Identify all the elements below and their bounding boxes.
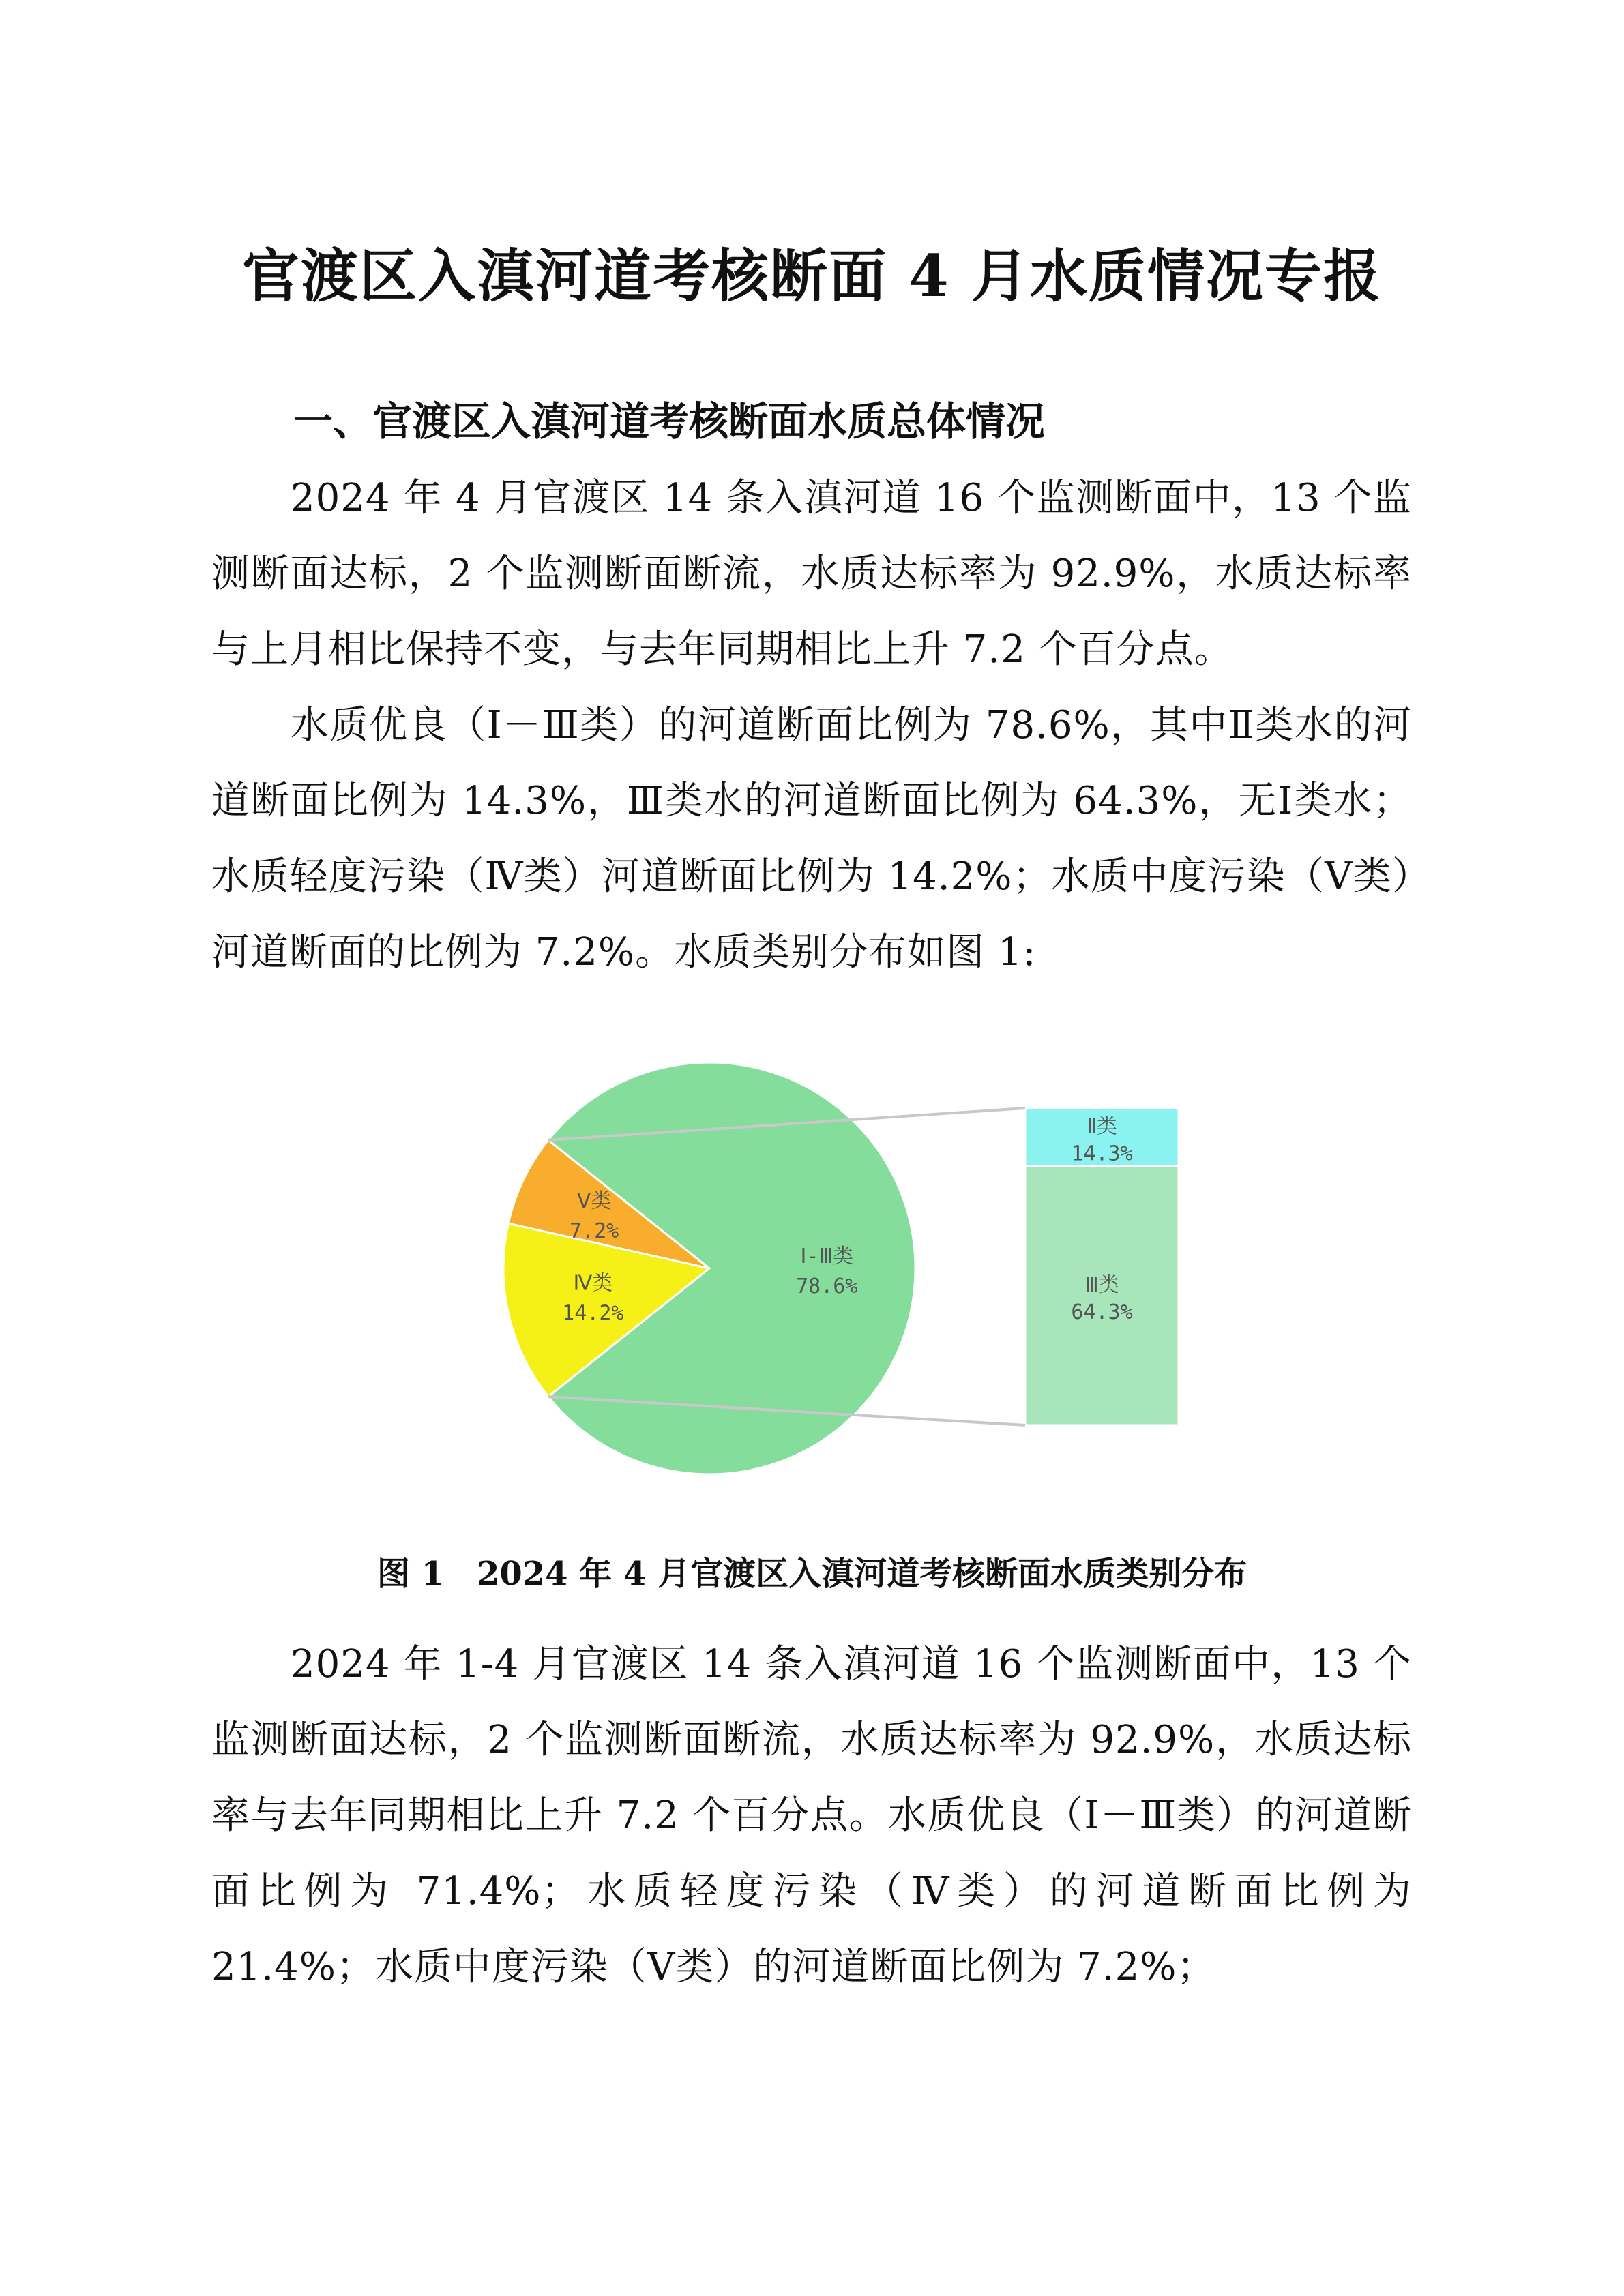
document-title: 官渡区入滇河道考核断面 4 月水质情况专报	[242, 242, 1382, 310]
bar-label-value: 14.3%	[1071, 1142, 1133, 1166]
slice-label-value: 7.2%	[569, 1219, 619, 1244]
slice-label-name: Ⅳ类	[573, 1271, 613, 1296]
bar-label-value: 64.3%	[1071, 1300, 1133, 1324]
slice-label-name: Ⅴ类	[576, 1189, 612, 1214]
pie-of-bar-chart	[0, 1023, 1624, 1514]
bar-label-name: Ⅲ类	[1084, 1272, 1119, 1297]
paragraph-class-ratios: 水质优良（Ⅰ－Ⅲ类）的河道断面比例为 78.6%，其中Ⅱ类水的河道断面比例为 14.3%，Ⅲ类水的河道断面比例为 64.3%，无Ⅰ类水；水质轻度污染（Ⅳ类）河道断面比例为 14.2%；水质中度污染（Ⅴ类）河道断面的比例为 7.2%。水质类别分布如图 1:	[211, 703, 1412, 974]
figure-caption: 图 1 2024 年 4 月官渡区入滇河道考核断面水质类别分布	[377, 1555, 1247, 1593]
slice-label-name: Ⅰ-Ⅲ类	[800, 1244, 854, 1268]
water-quality-chart	[0, 1023, 1624, 1514]
slice-label-value: 78.6%	[796, 1274, 858, 1298]
section-heading: 一、官渡区入滇河道考核断面水质总体情况	[293, 398, 1046, 445]
paragraph-overview: 2024 年 4 月官渡区 14 条入滇河道 16 个监测断面中，13 个监测断面达标，2 个监测断面断流，水质达标率为 92.9%，水质达标率与上月相比保持不变，与去年同期相比上升 7.2 个百分点。	[211, 476, 1412, 672]
bar-label-name: Ⅱ类	[1087, 1114, 1117, 1139]
paragraph-jan-apr-summary: 2024 年 1-4 月官渡区 14 条入滇河道 16 个监测断面中，13 个监测断面达标，2 个监测断面断流，水质达标率为 92.9%，水质达标率与去年同期相比上升 7.2 个百分点。水质优良（Ⅰ－Ⅲ类）的河道断面比例为 71.4%；水质轻度污染（Ⅳ类）的河道断面比例为 21.4%；水质中度污染（Ⅴ类）的河道断面比例为 7.2%；	[211, 1642, 1413, 1989]
slice-label-value: 14.2%	[562, 1301, 624, 1326]
